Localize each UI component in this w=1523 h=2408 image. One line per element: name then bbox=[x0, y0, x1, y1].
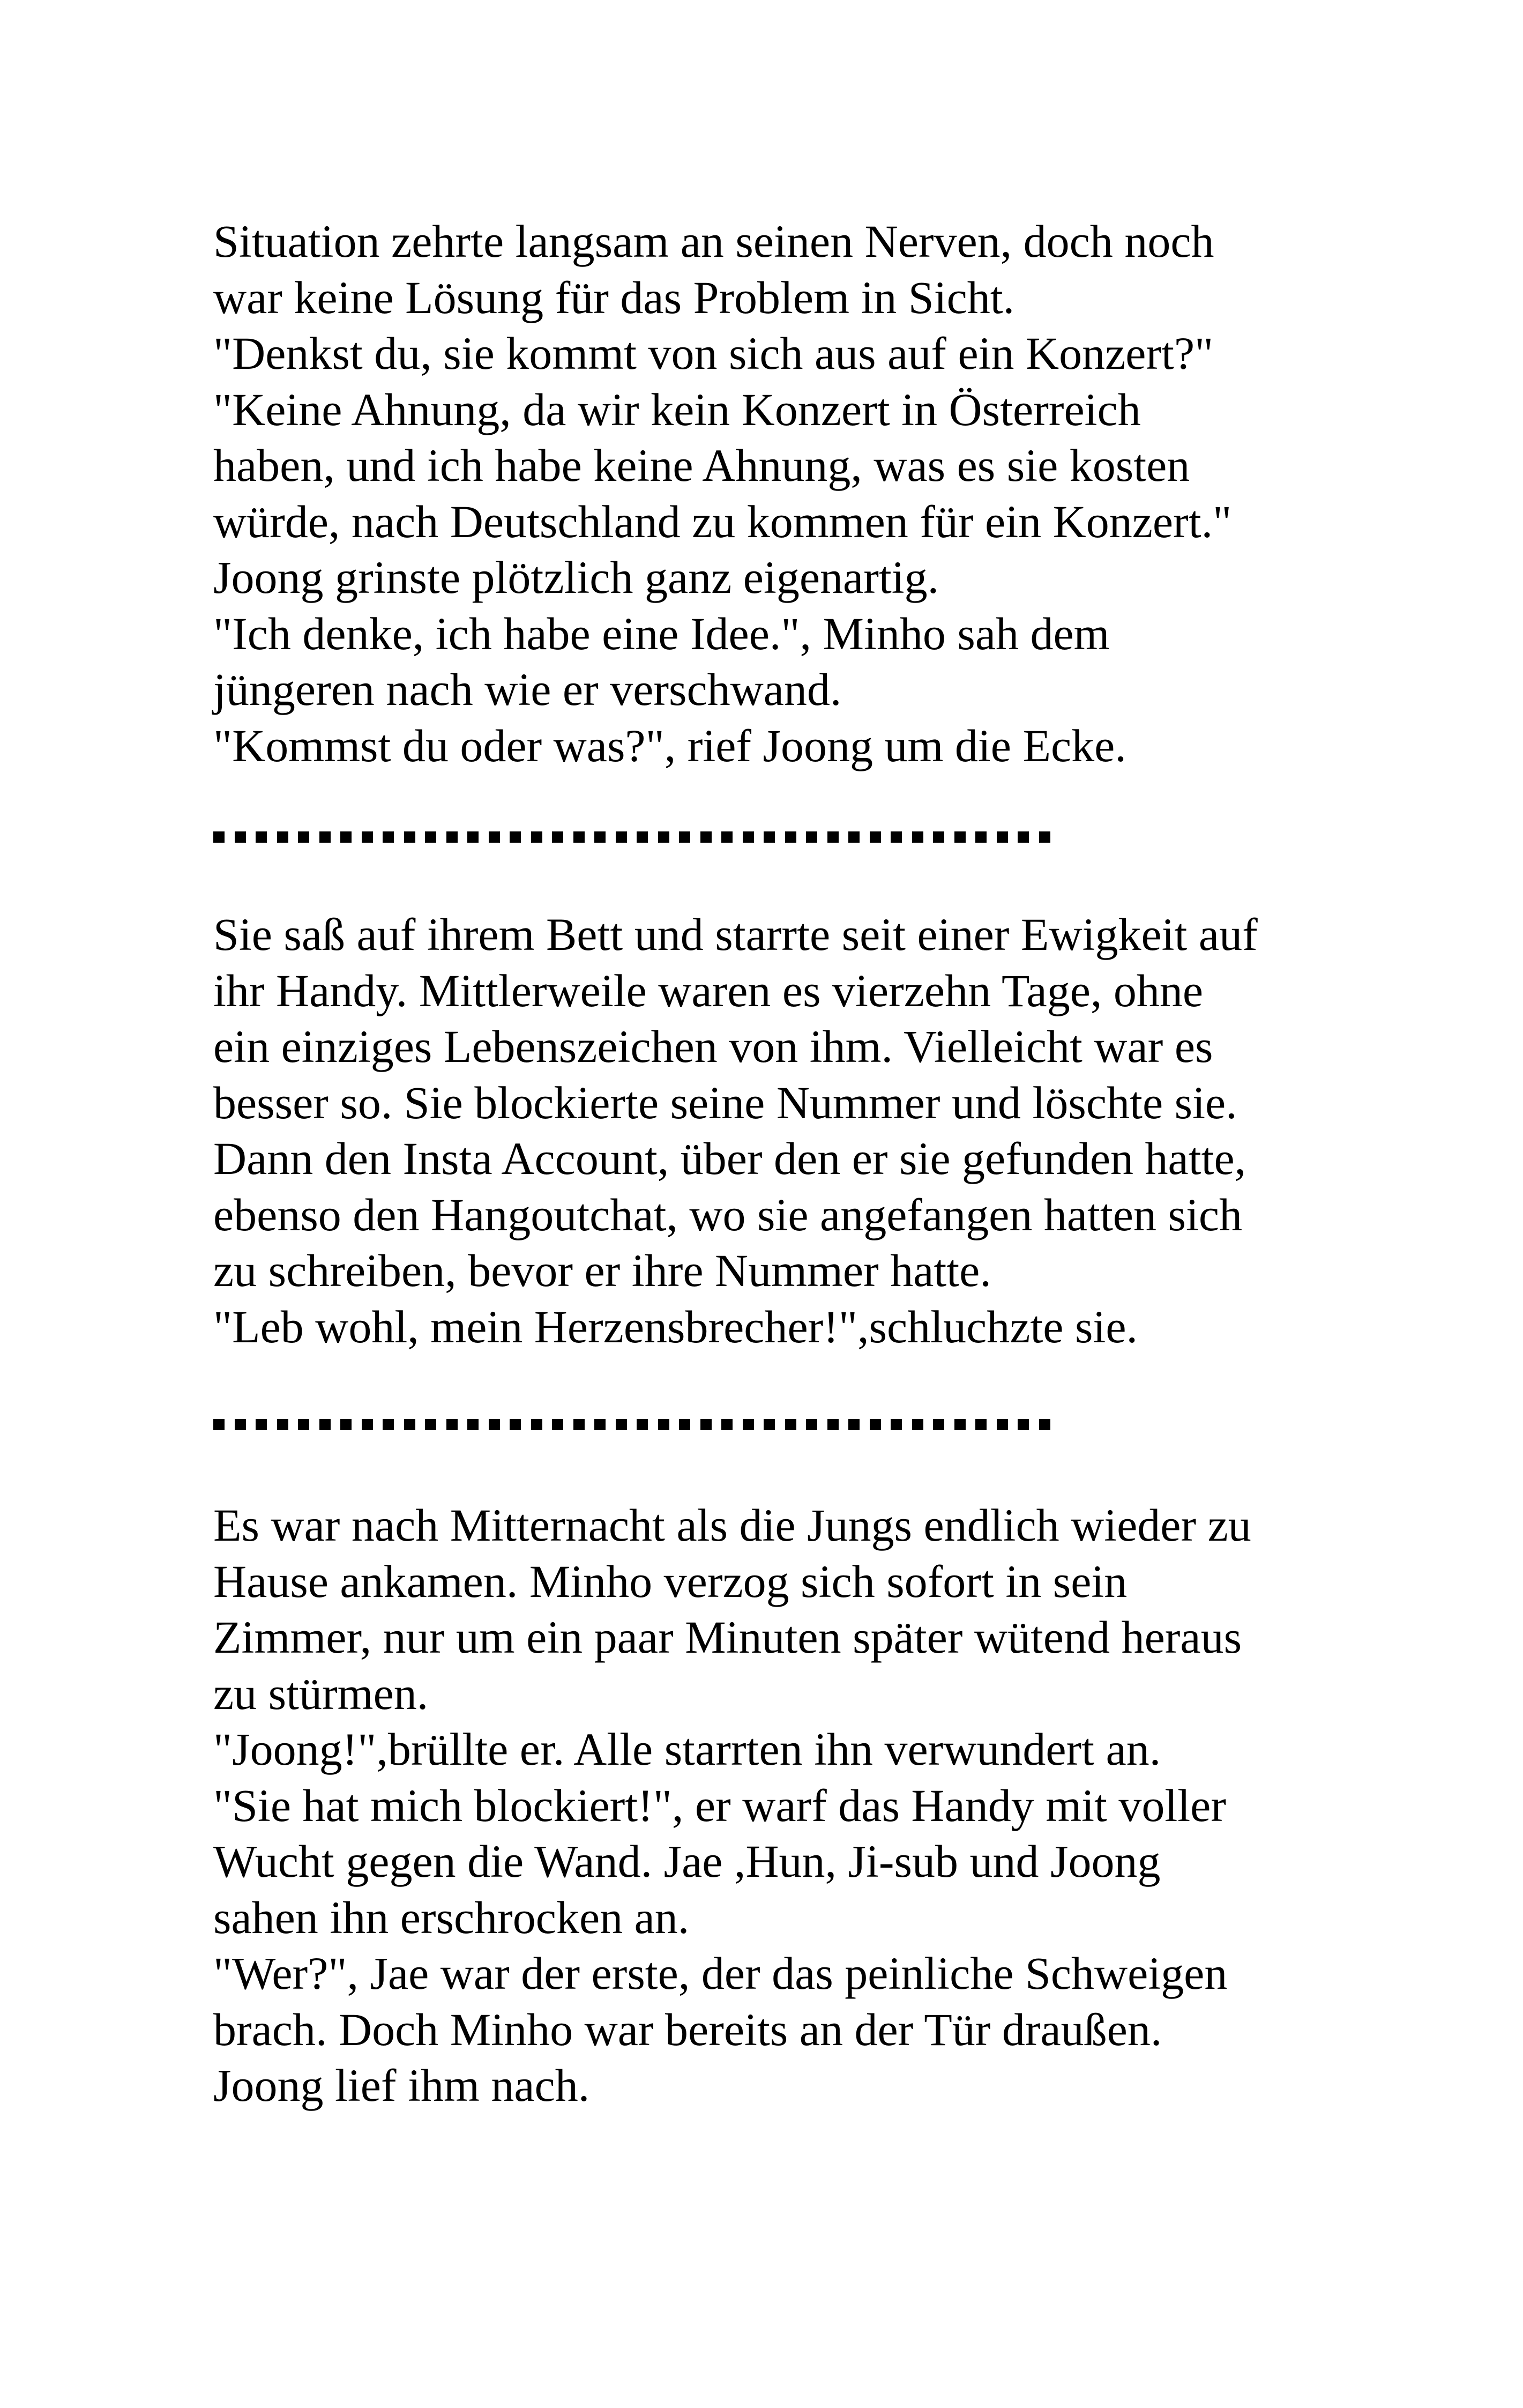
separator-square bbox=[235, 831, 246, 843]
text-line: Es war nach Mitternacht als die Jungs endlich wieder zu bbox=[213, 1499, 1251, 1551]
separator-square bbox=[743, 831, 754, 843]
separator-square bbox=[679, 1419, 690, 1430]
separator-square bbox=[954, 831, 966, 843]
text-line: "Sie hat mich blockiert!", er warf das Handy mit voller bbox=[213, 1779, 1226, 1831]
separator-square bbox=[531, 831, 542, 843]
text-line: Joong lief ihm nach. bbox=[213, 2060, 590, 2111]
separator-square bbox=[573, 1419, 585, 1430]
text-line: zu stürmen. bbox=[213, 1667, 429, 1719]
separator-square bbox=[848, 1419, 860, 1430]
separator-square bbox=[721, 1419, 733, 1430]
separator-square bbox=[870, 1419, 881, 1430]
separator-square bbox=[637, 1419, 648, 1430]
separator-square bbox=[319, 831, 331, 843]
text-line: Wucht gegen die Wand. Jae ,Hun, Ji-sub und Joong bbox=[213, 1835, 1161, 1887]
separator-square bbox=[467, 831, 479, 843]
separator-square bbox=[764, 831, 775, 843]
separator-square bbox=[997, 1419, 1008, 1430]
separator-square bbox=[827, 1419, 839, 1430]
separator-square bbox=[870, 831, 881, 843]
separator-square bbox=[510, 1419, 521, 1430]
separator-square bbox=[721, 831, 733, 843]
separator-square bbox=[446, 831, 458, 843]
separator-square bbox=[277, 1419, 288, 1430]
separator-square bbox=[658, 1419, 669, 1430]
text-line: "Ich denke, ich habe eine Idee.", Minho sah dem bbox=[213, 607, 1110, 659]
separator-square bbox=[933, 1419, 944, 1430]
separator-square bbox=[975, 1419, 987, 1430]
paragraph-1 bbox=[213, 213, 1360, 774]
separator-square bbox=[340, 831, 352, 843]
text-line: Sie saß auf ihrem Bett und starrte seit einer Ewigkeit auf bbox=[213, 909, 1258, 960]
separator-square bbox=[552, 831, 563, 843]
separator-square bbox=[298, 831, 309, 843]
separator-square bbox=[235, 1419, 246, 1430]
separator-square bbox=[213, 831, 225, 843]
separator-square bbox=[1039, 831, 1050, 843]
separator-square bbox=[848, 831, 860, 843]
separator-square bbox=[319, 1419, 331, 1430]
text-line: ein einziges Lebenszeichen von ihm. Vielleicht war es bbox=[213, 1021, 1213, 1072]
separator-square bbox=[912, 831, 923, 843]
separator-square bbox=[1018, 831, 1029, 843]
text-line: war keine Lösung für das Problem in Sicht. bbox=[213, 271, 1015, 323]
text-line: "Leb wohl, mein Herzensbrecher!",schluchzte sie. bbox=[213, 1300, 1138, 1352]
text-line: brach. Doch Minho war bereits an der Tür draußen. bbox=[213, 2003, 1162, 2055]
text-line: jüngeren nach wie er verschwand. bbox=[213, 664, 842, 715]
separator-square bbox=[362, 831, 373, 843]
text-line: Zimmer, nur um ein paar Minuten später wütend heraus bbox=[213, 1611, 1242, 1663]
text-line: Hause ankamen. Minho verzog sich sofort in sein bbox=[213, 1555, 1128, 1607]
separator-square bbox=[446, 1419, 458, 1430]
separator-square bbox=[256, 831, 267, 843]
separator-square bbox=[594, 831, 606, 843]
separator-square bbox=[510, 831, 521, 843]
separator-square bbox=[616, 1419, 627, 1430]
separator-square bbox=[404, 1419, 415, 1430]
separator-square bbox=[1018, 1419, 1029, 1430]
separator-square bbox=[383, 831, 394, 843]
separator-square bbox=[467, 1419, 479, 1430]
separator-square bbox=[997, 831, 1008, 843]
separator-square bbox=[552, 1419, 563, 1430]
separator-square bbox=[425, 1419, 436, 1430]
separator-square bbox=[700, 1419, 712, 1430]
separator-square bbox=[489, 1419, 500, 1430]
text-line: "Kommst du oder was?", rief Joong um die Ecke. bbox=[213, 719, 1126, 771]
separator-square bbox=[425, 831, 436, 843]
separator-square bbox=[531, 1419, 542, 1430]
text-line: Dann den Insta Account, über den er sie gefunden hatte, bbox=[213, 1133, 1246, 1184]
separator-square bbox=[785, 1419, 796, 1430]
separator-square bbox=[489, 831, 500, 843]
separator-square bbox=[404, 831, 415, 843]
section-separator bbox=[213, 1419, 1360, 1432]
text-line: sahen ihn erschrocken an. bbox=[213, 1891, 690, 1943]
separator-square bbox=[658, 831, 669, 843]
text-line: würde, nach Deutschland zu kommen für ein Konzert." bbox=[213, 495, 1232, 547]
separator-square bbox=[256, 1419, 267, 1430]
document-page bbox=[213, 213, 1360, 2114]
separator-square bbox=[1039, 1419, 1050, 1430]
text-line: ihr Handy. Mittlerweile waren es vierzehn Tage, ohne bbox=[213, 964, 1204, 1016]
separator-square bbox=[340, 1419, 352, 1430]
separator-square bbox=[975, 831, 987, 843]
separator-square bbox=[764, 1419, 775, 1430]
paragraph-3 bbox=[213, 1497, 1360, 2114]
separator-square bbox=[933, 831, 944, 843]
separator-square bbox=[362, 1419, 373, 1430]
text-line: "Wer?", Jae war der erste, der das peinliche Schweigen bbox=[213, 1948, 1228, 1999]
separator-square bbox=[637, 831, 648, 843]
text-line: ebenso den Hangoutchat, wo sie angefangen hatten sich bbox=[213, 1188, 1243, 1240]
text-line: besser so. Sie blockierte seine Nummer und löschte sie. bbox=[213, 1076, 1237, 1128]
separator-square bbox=[616, 831, 627, 843]
text-line: "Keine Ahnung, da wir kein Konzert in Österreich bbox=[213, 383, 1141, 435]
separator-square bbox=[806, 831, 817, 843]
text-line: haben, und ich habe keine Ahnung, was es sie kosten bbox=[213, 440, 1190, 491]
separator-square bbox=[298, 1419, 309, 1430]
text-line: Situation zehrte langsam an seinen Nerven, doch noch bbox=[213, 215, 1214, 267]
separator-square bbox=[213, 1419, 225, 1430]
separator-square bbox=[891, 1419, 902, 1430]
separator-square bbox=[743, 1419, 754, 1430]
separator-square bbox=[954, 1419, 966, 1430]
separator-square bbox=[679, 831, 690, 843]
text-line: "Denkst du, sie kommt von sich aus auf ein Konzert?" bbox=[213, 328, 1214, 379]
separator-square bbox=[277, 831, 288, 843]
section-separator bbox=[213, 831, 1360, 844]
text-line: "Joong!",brüllte er. Alle starrten ihn verwundert an. bbox=[213, 1723, 1161, 1775]
separator-square bbox=[383, 1419, 394, 1430]
text-line: Joong grinste plötzlich ganz eigenartig. bbox=[213, 552, 939, 603]
paragraph-2 bbox=[213, 906, 1360, 1355]
separator-square bbox=[594, 1419, 606, 1430]
separator-square bbox=[785, 831, 796, 843]
separator-square bbox=[827, 831, 839, 843]
separator-square bbox=[806, 1419, 817, 1430]
separator-square bbox=[700, 831, 712, 843]
separator-square bbox=[912, 1419, 923, 1430]
separator-square bbox=[891, 831, 902, 843]
text-line: zu schreiben, bevor er ihre Nummer hatte. bbox=[213, 1245, 991, 1296]
separator-square bbox=[573, 831, 585, 843]
